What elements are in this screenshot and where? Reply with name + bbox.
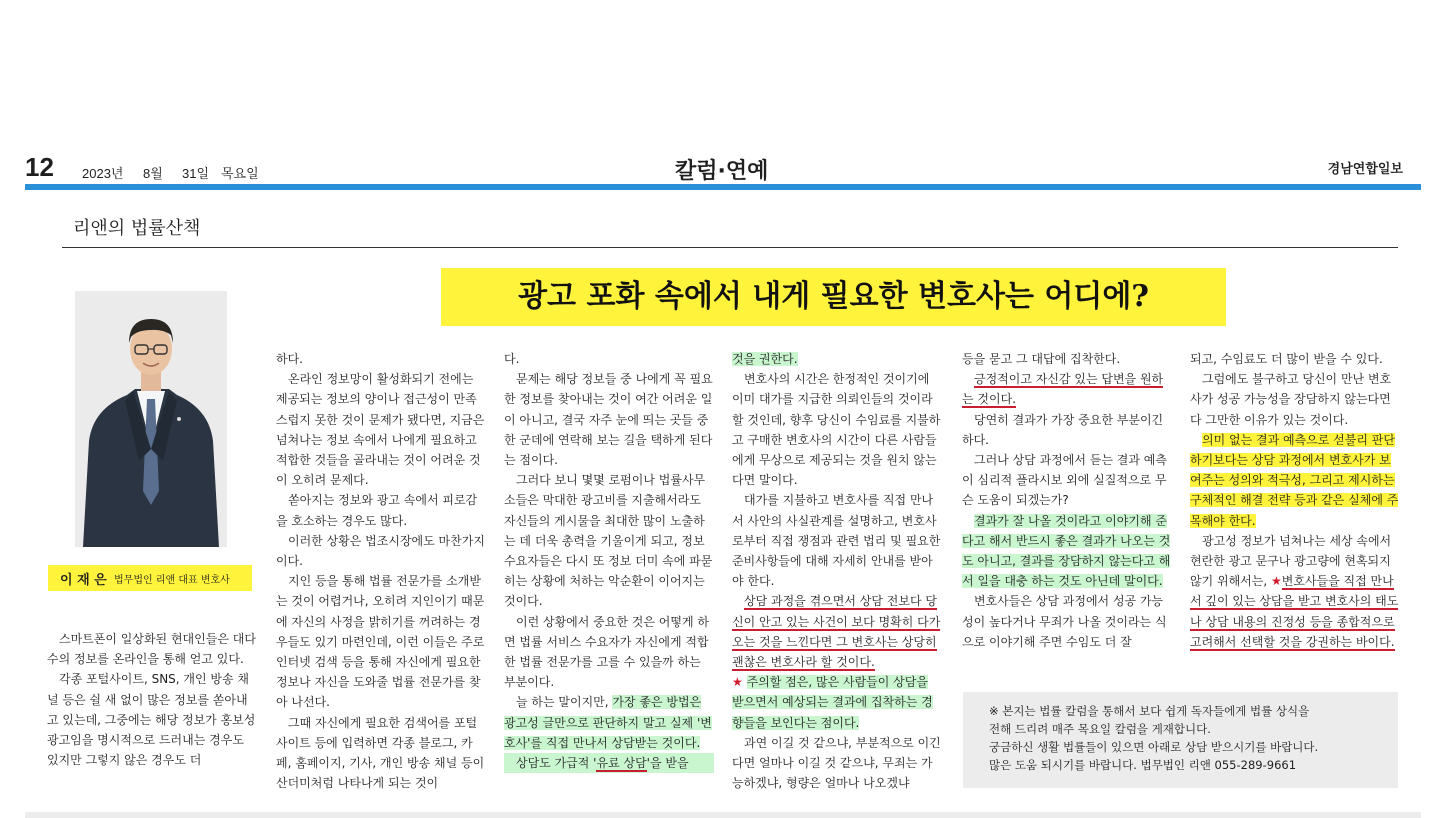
highlighted-paragraph — [504, 753, 714, 773]
issue-month: 8월 — [143, 166, 163, 181]
paragraph: 하다. — [276, 352, 303, 366]
issue-weekday: 목요일 — [221, 166, 259, 181]
notice-box — [963, 692, 1398, 788]
paragraph: 그러다 보니 몇몇 로펌이나 법률사무소들은 막대한 광고비를 지출해서라도 자신들의 게시물을 최대한 많이 노출하는 데 더욱 총력을 기울이게 되고, 정보 수요자들은 다시 또 정보 더미 속에 파묻히는 상황에 처하는 악순환이 이어지는 것이다. — [504, 473, 713, 609]
notice-line: 많은 도움 되시기를 바랍니다. 법무법인 리앤 055-289-9661 — [989, 758, 1297, 772]
paragraph: 등을 묻고 그 대답에 집착한다. — [962, 352, 1121, 366]
paragraph: 그러나 상담 과정에서 듣는 결과 예측이 심리적 플라시보 외에 실질적으로 무슨 도움이 되겠는가? — [962, 453, 1167, 508]
divider — [62, 247, 1398, 248]
paragraph: 과연 이길 것 같으냐, 부분적으로 이긴다면 얼마나 이길 것 같으냐, 무죄는 가능하겠냐, 형량은 얼마나 나오겠냐 — [732, 735, 941, 791]
author-photo — [75, 291, 227, 547]
paragraph: 그럼에도 불구하고 당신이 만난 변호사가 성공 가능성을 장담하지 않는다면 다 그만한 이유가 있는 것이다. — [1190, 372, 1392, 427]
masthead-bar — [25, 184, 1421, 190]
paragraph: 스마트폰이 일상화된 현대인들은 대다수의 정보를 온라인을 통해 얻고 있다. — [47, 632, 256, 667]
underlined-text: 유료 상담 — [596, 756, 647, 771]
paragraph: 대가를 지불하고 변호사를 직접 만나서 사안의 사실관계를 설명하고, 변호사로부터 직접 쟁점과 관련 법리 및 필요한 준비사항들에 대해 자세히 안내를 받아야 한다. — [732, 493, 941, 589]
underlined-text: 변호사들을 직접 만나서 깊이 있는 상담을 받고 변호사의 태도나 상담 내용의 진정성 등을 종합적으로 고려해서 선택할 것을 강권하는 바이다. — [1190, 574, 1399, 649]
paragraph: 다. — [504, 352, 520, 366]
paragraph — [962, 369, 1172, 409]
highlighted-text: 주의할 점은, 많은 사람들이 상담을 받으면서 예상되는 결과에 집착하는 경향들을 보인다는 점이다. — [732, 675, 933, 730]
paragraph: 되고, 수임료도 더 많이 받을 수 있다. — [1190, 352, 1383, 366]
text-run: 상담도 가급적 ' — [516, 756, 597, 771]
paragraph — [732, 349, 942, 369]
article-column-2 — [276, 349, 486, 793]
paragraph: 문제는 해당 정보들 중 나에게 꼭 필요한 정보를 찾아내는 것이 여간 어려운 일이 아니고, 결국 자주 눈에 띄는 곳들 중 한 군데에 연락해 보는 길을 택하게 된다는 점이다. — [504, 372, 713, 468]
star-icon: ★ — [1271, 574, 1282, 589]
paragraph: 지인 등을 통해 법률 전문가를 소개받는 것이 어렵거나, 오히려 지인이기 때문에 자신의 사정을 밝히기를 꺼려하는 경우들도 있기 마련인데, 이런 이들은 주로 인터넷 검색 등을 통해 자신에게 필요한 정보나 자신을 도와줄 법률 전문가를 찾아 나선다. — [276, 574, 485, 710]
paragraph — [1190, 430, 1400, 531]
article-column-1 — [47, 629, 257, 770]
highlighted-text: 의미 없는 결과 예측으로 섣불리 판단하기보다는 상담 과정에서 변호사가 보여주는 성의와 적극성, 그리고 제시하는 구체적인 해결 전략 등과 같은 실체에 주목해야 한다. — [1190, 432, 1399, 528]
footer-bar — [25, 812, 1421, 818]
paragraph — [1190, 531, 1400, 652]
highlighted-text: 것을 권한다. — [732, 352, 798, 366]
highlighted-text: 가장 좋은 방법은 광고성 글만으로 판단하지 말고 실제 '변호사'를 직접 만나서 상담받는 것이다. — [504, 695, 712, 750]
issue-year: 2023년 — [82, 166, 124, 181]
paragraph: 이런 상황에서 중요한 것은 어떻게 하면 법률 서비스 수요자가 자신에게 적합한 법률 전문가를 고를 수 있을까 하는 부분이다. — [504, 614, 709, 690]
author-name: 이 재 은 — [60, 573, 107, 588]
underlined-text: 긍정적이고 자신감 있는 답변을 원하는 것이다. — [962, 372, 1164, 407]
notice-line: 궁금하신 생활 법률들이 있으면 아래로 상담 받으시기를 바랍니다. — [989, 740, 1319, 754]
paragraph — [504, 692, 714, 753]
page-number: 12 — [25, 152, 54, 182]
highlighted-text: 결과가 잘 나올 것이라고 이야기해 준다고 해서 반드시 좋은 결과가 나오는 것도 아니고, 결과를 장담하지 않는다고 해서 일을 대충 하는 것도 아닌데 말이다. — [962, 513, 1171, 589]
paragraph: 각종 포털사이트, SNS, 개인 방송 채널 등은 쉴 새 없이 많은 정보를 쏟아내고 있는데, 그중에는 해당 정보가 홍보성 광고임을 명시적으로 드러내는 경우도 있지만 그렇지 않은 경우도 더 — [47, 672, 256, 768]
paragraph — [732, 591, 942, 672]
paragraph — [962, 511, 1172, 592]
paragraph: 쏟아지는 정보와 광고 속에서 피로감을 호소하는 경우도 많다. — [276, 493, 478, 528]
article-column-3 — [504, 349, 714, 773]
section-title: 칼럼·연예 — [675, 159, 769, 184]
star-icon: ★ — [732, 675, 743, 690]
article-column-5 — [962, 349, 1172, 652]
paragraph — [732, 672, 942, 733]
notice-line: 전해 드리려 매주 목요일 칼럼을 게재합니다. — [989, 722, 1211, 736]
article-column-4 — [732, 349, 942, 793]
text-run: 늘 하는 말이지만, — [516, 695, 613, 710]
issue-day: 31일 — [182, 166, 210, 181]
notice-line: ※ 본지는 법률 칼럼을 통해서 보다 쉽게 독자들에게 법률 상식을 — [989, 704, 1310, 718]
author-title: 법무법인 리앤 대표 변호사 — [114, 575, 230, 586]
paragraph: 당연히 결과가 가장 중요한 부분이긴 하다. — [962, 412, 1164, 447]
series-title: 리앤의 법률산책 — [73, 218, 201, 239]
article-column-6 — [1190, 349, 1400, 652]
paragraph: 변호사들은 상담 과정에서 성공 가능성이 높다거나 무죄가 나올 것이라는 식으로 이야기해 주면 수임도 더 잘 — [962, 594, 1167, 649]
newspaper-name: 경남연합일보 — [1327, 162, 1403, 177]
paragraph: 변호사의 시간은 한정적인 것이기에 이미 대가를 지급한 의뢰인들의 것이라 할 것인데, 향후 당신이 수임료를 지불하고 구매한 변호사의 시간이 다른 사람들에게 무상으로 제공되는 것을 원치 않는다면 말이다. — [732, 372, 941, 488]
author-caption — [48, 565, 252, 591]
headline-text: 광고 포화 속에서 내게 필요한 변호사는 어디에? — [518, 279, 1149, 314]
paragraph: 온라인 정보망이 활성화되기 전에는 제공되는 정보의 양이나 접근성이 만족스럽지 못한 것이 문제가 됐다면, 지금은 넘쳐나는 정보 속에서 나에게 필요하고 적합한 것들을 골라내는 것이 어려운 것이 오히려 문제다. — [276, 372, 485, 488]
headline — [441, 268, 1226, 326]
paragraph: 이러한 상황은 법조시장에도 마찬가지이다. — [276, 533, 485, 569]
text-run: '을 받을 — [646, 756, 689, 771]
masthead — [25, 150, 1421, 184]
paragraph: 그때 자신에게 필요한 검색어를 포털사이트 등에 입력하면 각종 블로그, 카페, 홈페이지, 기사, 개인 방송 채널 등이 산더미처럼 나타나게 되는 것이 — [276, 715, 485, 791]
underlined-text: 상담 과정을 겪으면서 상담 전보다 당신이 안고 있는 사건이 보다 명확히 다가오는 것을 느낀다면 그 변호사는 상당히 괜찮은 변호사라 할 것이다. — [732, 594, 941, 670]
text-run: 광고성 정보가 넘쳐나는 세상 속에서 현란한 광고 문구나 광고량에 현혹되지 않기 위해서는, — [1190, 533, 1392, 589]
